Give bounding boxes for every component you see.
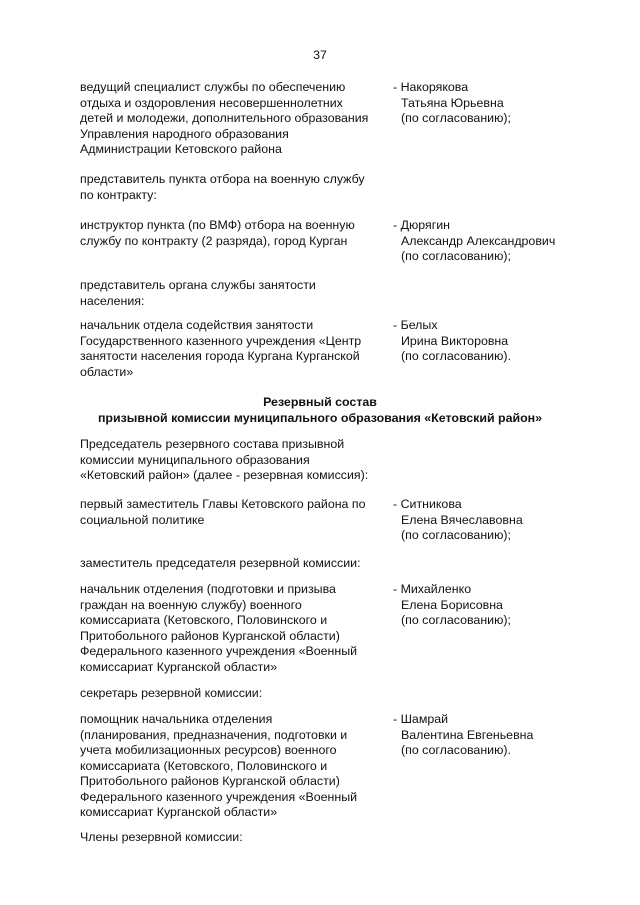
entry-person xyxy=(393,712,623,759)
entry-position-line: секретарь резервной комиссии: xyxy=(80,686,263,700)
person-name: Валентина Евгеньевна xyxy=(401,727,534,742)
person-note: (по согласованию); xyxy=(401,613,511,627)
person-name: Ирина Викторовна xyxy=(401,333,509,348)
person-surname: - Дюрягин xyxy=(393,218,450,232)
entry-position-line: комиссии муниципального образования xyxy=(80,452,310,467)
entry-position-line: занятости населения города Кургана Курганской xyxy=(80,349,360,363)
entry-position-line: Члены резервной комиссии: xyxy=(80,830,243,844)
entry-person xyxy=(393,80,623,127)
person-surname: - Михайленко xyxy=(393,582,472,596)
entry-position-line: Притобольного районов Курганской области) xyxy=(80,774,340,788)
entry-position-line: Председатель резервного состава призывной xyxy=(80,437,345,451)
entry-position-line: комиссариата (Кетовского, Половинского и xyxy=(80,758,328,773)
entry-position-line: области» xyxy=(80,364,134,379)
entry-position-line: населения: xyxy=(80,293,145,308)
person-surname: - Белых xyxy=(393,318,438,332)
entry-position xyxy=(80,556,385,572)
entry-person xyxy=(393,582,623,629)
entry-person xyxy=(393,497,623,544)
entry-position-line: (планирования, предназначения, подготовки и xyxy=(80,727,348,742)
person-surname: - Ситникова xyxy=(393,497,462,511)
person-note: (по согласованию); xyxy=(401,528,511,542)
entry-position-line: начальник отделения (подготовки и призыва xyxy=(80,582,336,596)
person-note: (по согласованию). xyxy=(401,743,511,757)
section-heading xyxy=(0,395,640,426)
person-surname: - Шамрай xyxy=(393,712,449,726)
entry-position xyxy=(80,318,385,380)
entry-position-line: отдыха и оздоровления несовершеннолетних xyxy=(80,95,343,110)
entry-position-line: учета мобилизационных ресурсов) военного xyxy=(80,743,337,757)
entry-position-line: детей и молодежи, дополнительного образования xyxy=(80,111,369,125)
entry-position-line: комиссариат Курганской области» xyxy=(80,805,278,819)
entry-position xyxy=(80,278,385,309)
entry-position xyxy=(80,830,385,846)
entry-position-line: службу по контракту (2 разряда), город Курган xyxy=(80,233,348,248)
entry-position-line: граждан на военную службу) военного xyxy=(80,597,302,612)
entry-position-line: первый заместитель Главы Кетовского района по xyxy=(80,497,366,511)
entry-position-line: «Кетовский район» (далее - резервная комиссия): xyxy=(80,468,369,482)
entry-person xyxy=(393,218,623,265)
person-name: Татьяна Юрьевна xyxy=(401,95,504,110)
entry-position xyxy=(80,218,385,249)
entry-position-line: комиссариата (Кетовского, Половинского и xyxy=(80,613,328,627)
person-note: (по согласованию); xyxy=(401,111,511,125)
entry-position xyxy=(80,80,385,158)
heading-line-1: Резервный состав xyxy=(263,395,377,409)
entry-position xyxy=(80,497,385,528)
entry-position-line: Государственного казенного учреждения «Центр xyxy=(80,333,362,348)
entry-position-line: представитель органа службы занятости xyxy=(80,278,316,292)
person-name: Александр Александрович xyxy=(401,233,556,248)
entry-position-line: заместитель председателя резервной комиссии: xyxy=(80,556,361,570)
entry-position-line: социальной политике xyxy=(80,512,205,527)
entry-person xyxy=(393,318,623,365)
person-note: (по согласованию); xyxy=(401,249,511,263)
entry-position-line: начальник отдела содействия занятости xyxy=(80,318,314,332)
entry-position xyxy=(80,172,385,203)
person-name: Елена Борисовна xyxy=(401,597,503,612)
entry-position-line: Управления народного образования xyxy=(80,126,289,141)
entry-position xyxy=(80,712,385,821)
entry-position-line: Администрации Кетовского района xyxy=(80,142,282,156)
person-name: Елена Вячеславовна xyxy=(401,512,523,527)
entry-position-line: Федерального казенного учреждения «Военный xyxy=(80,644,358,658)
entry-position-line: представитель пункта отбора на военную службу xyxy=(80,172,365,186)
person-note: (по согласованию). xyxy=(401,349,511,363)
person-surname: - Накорякова xyxy=(393,80,469,94)
entry-position-line: Федерального казенного учреждения «Военный xyxy=(80,789,358,804)
entry-position xyxy=(80,437,385,484)
entry-position-line: по контракту: xyxy=(80,187,157,202)
heading-line-2: призывной комиссии муниципального образования «Кетовский район» xyxy=(97,410,543,425)
entry-position xyxy=(80,582,385,675)
page-number: 37 xyxy=(313,48,327,62)
entry-position xyxy=(80,686,385,702)
entry-position-line: помощник начальника отделения xyxy=(80,712,273,726)
entry-position-line: комиссариат Курганской области» xyxy=(80,659,278,674)
entry-position-line: ведущий специалист службы по обеспечению xyxy=(80,80,346,94)
entry-position-line: Притобольного районов Курганской области) xyxy=(80,628,340,643)
entry-position-line: инструктор пункта (по ВМФ) отбора на военную xyxy=(80,218,355,232)
